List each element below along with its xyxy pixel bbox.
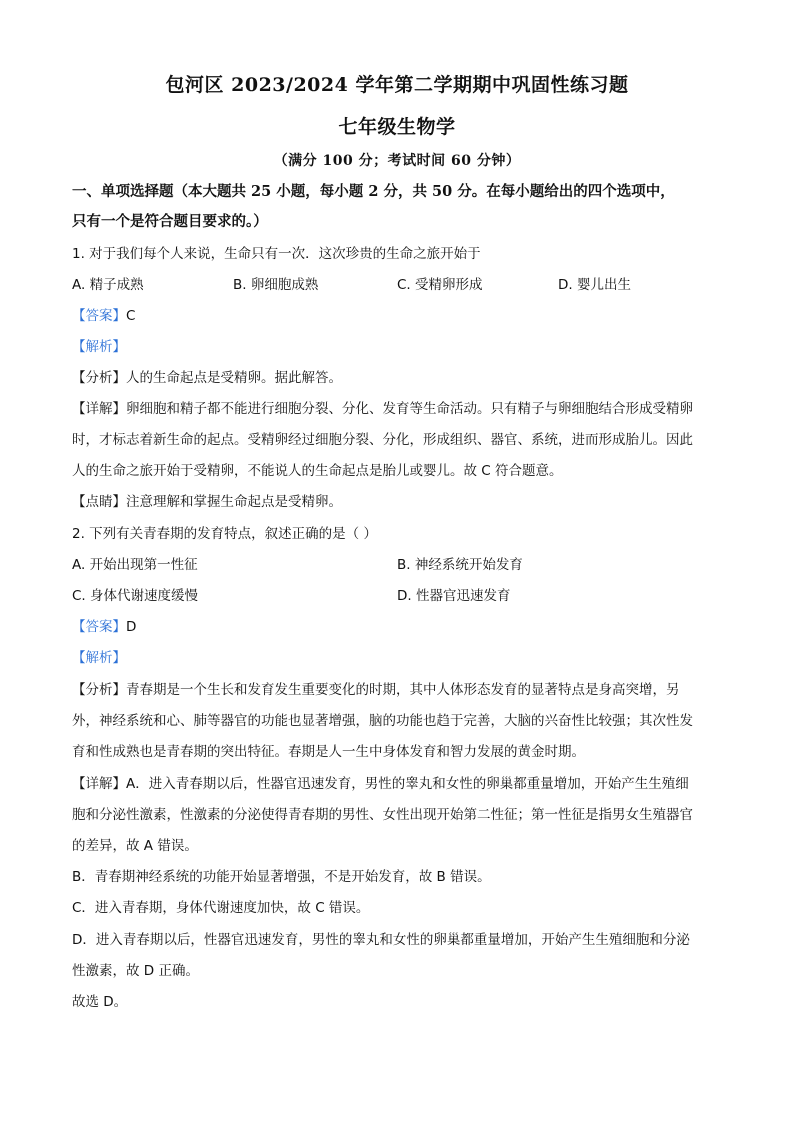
q2-fenxi-line2: 外，神经系统和心、肺等器官的功能也显著增强，脑的功能也趋于完善，大脑的兴奋性比较强；其次性发 bbox=[72, 713, 693, 729]
q2-fenxi-line3: 育和性成熟也是青春期的突出特征。春期是人一生中身体发育和智力发展的黄金时期。 bbox=[72, 744, 585, 760]
q2-option-b-explanation: B．青春期神经系统的功能开始显著增强，不是开始发育，故 B 错误。 bbox=[72, 869, 491, 885]
q2-option-d-explanation-line2: 性激素，故 D 正确。 bbox=[72, 963, 199, 979]
q2-option-a: A. 开始出现第一性征 bbox=[72, 557, 198, 573]
q1-option-c: C. 受精卵形成 bbox=[397, 277, 483, 293]
q1-option-b: B. 卵细胞成熟 bbox=[233, 277, 319, 293]
q2-option-d-explanation-line1: D．进入青春期以后，性器官迅速发育，男性的睾丸和女性的卵巢都重量增加，开始产生生殖细胞和分泌 bbox=[72, 932, 690, 948]
fenxi-text: 人的生命起点是受精卵。据此解答。 bbox=[126, 370, 342, 386]
dianjing-text: 注意理解和掌握生命起点是受精卵。 bbox=[126, 494, 342, 510]
exam-meta: （满分 100 分；考试时间 60 分钟） bbox=[273, 153, 521, 169]
q1-option-d: D. 婴儿出生 bbox=[558, 277, 631, 293]
q2-conclusion: 故选 D。 bbox=[72, 994, 128, 1010]
q2-fenxi-line1 bbox=[72, 681, 732, 699]
exam-subtitle: 七年级生物学 bbox=[338, 116, 456, 138]
q2-analysis-tag: 【解析】 bbox=[72, 650, 126, 666]
q2-option-c-explanation: C．进入青春期，身体代谢速度加快，故 C 错误。 bbox=[72, 900, 370, 916]
q2-answer bbox=[72, 618, 732, 636]
answer-value: C bbox=[126, 308, 136, 324]
xiangjie-text: 卵细胞和精子都不能进行细胞分裂、分化、发育等生命活动。只有精子与卵细胞结合形成受精卵 bbox=[126, 401, 693, 417]
q1-option-a: A. 精子成熟 bbox=[72, 277, 144, 293]
q2-xiangjie-line2: 胞和分泌性激素，性激素的分泌使得青春期的男性、女性出现开始第二性征；第一性征是指男女生殖器官 bbox=[72, 807, 693, 823]
section-heading-line1: 一、单项选择题（本大题共 25 小题，每小题 2 分，共 50 分。在每小题给出的四个选项中， bbox=[72, 183, 675, 200]
exam-title: 包河区 2023/2024 学年第二学期期中巩固性练习题 bbox=[165, 74, 629, 96]
q2-option-d: D. 性器官迅速发育 bbox=[397, 588, 511, 604]
q1-dianjing bbox=[72, 493, 732, 511]
xiangjie-text: A．进入青春期以后，性器官迅速发育，男性的睾丸和女性的卵巢都重量增加，开始产生生殖细 bbox=[126, 776, 689, 792]
q1-analysis-tag: 【解析】 bbox=[72, 339, 126, 355]
fenxi-tag: 【分析】 bbox=[72, 370, 126, 386]
xiangjie-tag: 【详解】 bbox=[72, 776, 126, 792]
xiangjie-tag: 【详解】 bbox=[72, 401, 126, 417]
q1-answer bbox=[72, 307, 732, 325]
q1-xiangjie-line2: 时，才标志着新生命的起点。受精卵经过细胞分裂、分化，形成组织、器官、系统，进而形成胎儿。因此 bbox=[72, 432, 693, 448]
dianjing-tag: 【点睛】 bbox=[72, 494, 126, 510]
fenxi-tag: 【分析】 bbox=[72, 682, 126, 698]
q2-option-b: B. 神经系统开始发育 bbox=[397, 557, 523, 573]
q1-stem: 1. 对于我们每个人来说，生命只有一次．这次珍贵的生命之旅开始于 bbox=[72, 246, 481, 262]
q2-option-c: C. 身体代谢速度缓慢 bbox=[72, 588, 199, 604]
answer-tag: 【答案】 bbox=[72, 619, 126, 635]
q2-stem: 2. 下列有关青春期的发育特点，叙述正确的是（ ） bbox=[72, 526, 377, 542]
q1-xiangjie-line1 bbox=[72, 400, 732, 418]
q2-xiangjie-line1 bbox=[72, 775, 732, 793]
answer-value: D bbox=[126, 619, 137, 635]
fenxi-text: 青春期是一个生长和发育发生重要变化的时期，其中人体形态发育的显著特点是身高突增，另 bbox=[126, 682, 680, 698]
q1-xiangjie-line3: 人的生命之旅开始于受精卵，不能说人的生命起点是胎儿或婴儿。故 C 符合题意。 bbox=[72, 463, 563, 479]
section-heading-line2: 只有一个是符合题目要求的。） bbox=[72, 213, 268, 230]
q1-fenxi bbox=[72, 369, 732, 387]
answer-tag: 【答案】 bbox=[72, 308, 126, 324]
q2-xiangjie-line3: 的差异，故 A 错误。 bbox=[72, 838, 198, 854]
